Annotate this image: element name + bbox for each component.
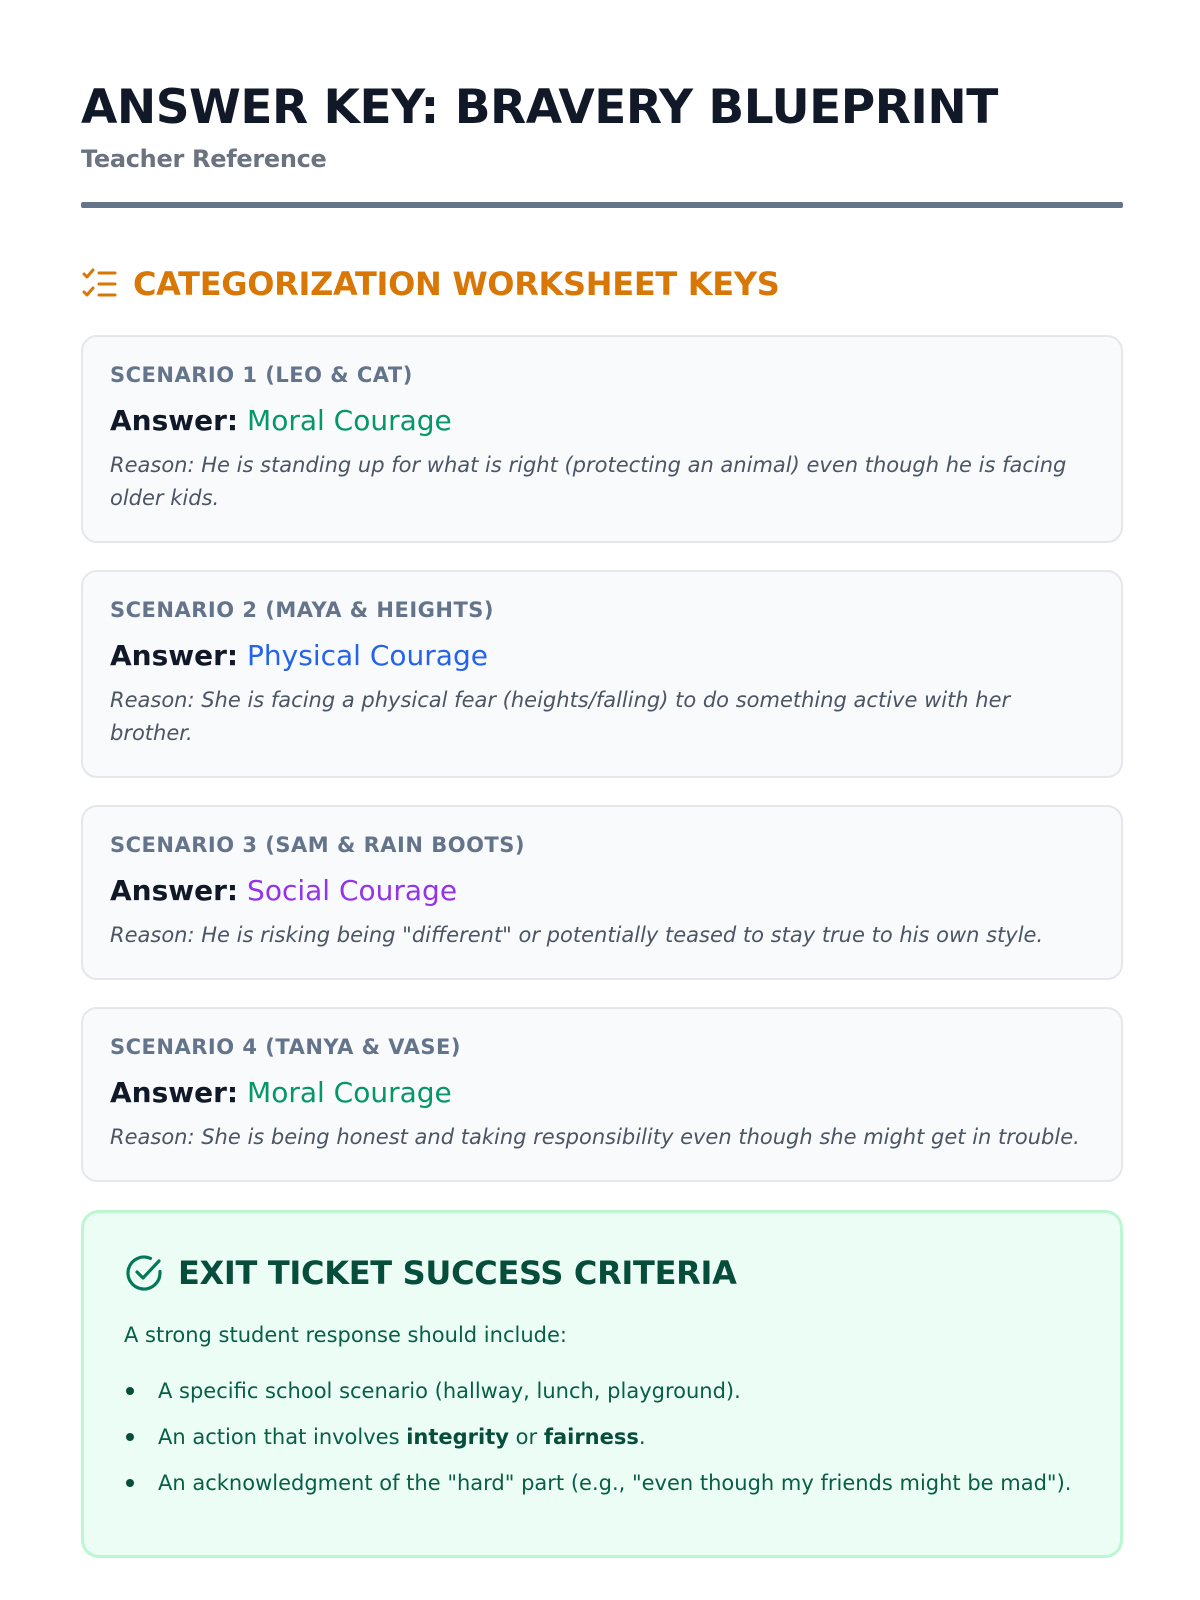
criteria-list bbox=[124, 1377, 1080, 1497]
header-divider bbox=[81, 202, 1123, 208]
scenario-label: SCENARIO 3 (SAM & RAIN BOOTS) bbox=[110, 833, 525, 858]
scenario-card bbox=[81, 805, 1123, 980]
scenario-label: SCENARIO 4 (TANYA & VASE) bbox=[110, 1035, 461, 1060]
scenario-reason: Reason: He is standing up for what is right (protecting an animal) even though he is facing older kids. bbox=[110, 452, 1067, 510]
categorization-section-heading bbox=[81, 265, 1120, 303]
criteria-bold-fairness: fairness bbox=[543, 1425, 639, 1450]
scenario-answer bbox=[110, 875, 1094, 907]
page-title: ANSWER KEY: BRAVERY BLUEPRINT bbox=[81, 80, 998, 135]
scenario-answer bbox=[110, 405, 1094, 437]
list-item bbox=[124, 1423, 1080, 1451]
scenario-reason: Reason: She is being honest and taking responsibility even though she might get in trouble. bbox=[110, 1125, 1080, 1150]
scenario-reason: Reason: He is risking being "different" or potentially teased to stay true to his own style. bbox=[110, 923, 1044, 948]
scenario-cards bbox=[81, 335, 1123, 1183]
answer-prefix: Answer: bbox=[110, 1076, 239, 1110]
list-item bbox=[124, 1469, 1080, 1497]
bullet-dot bbox=[126, 1479, 134, 1487]
scenario-card bbox=[81, 570, 1123, 778]
checklist-icon bbox=[81, 267, 119, 301]
criteria-text-post: . bbox=[638, 1425, 646, 1450]
page-subtitle: Teacher Reference bbox=[81, 144, 327, 173]
scenario-reason: Reason: She is facing a physical fear (heights/falling) to do something active with her brother. bbox=[110, 688, 1011, 746]
scenario-answer bbox=[110, 640, 1094, 672]
scenario-label: SCENARIO 1 (LEO & CAT) bbox=[110, 362, 413, 387]
answer-value: Physical Courage bbox=[247, 638, 488, 672]
categorization-heading: CATEGORIZATION WORKSHEET KEYS bbox=[133, 264, 780, 303]
criteria-bold-integrity: integrity bbox=[406, 1425, 509, 1450]
criteria-text: An acknowledgment of the "hard" part (e.g., "even though my friends might be mad"). bbox=[158, 1471, 1072, 1496]
criteria-text-pre: An action that involves bbox=[158, 1425, 407, 1450]
scenario-card bbox=[81, 1007, 1123, 1182]
answer-prefix: Answer: bbox=[110, 638, 239, 672]
check-circle-icon bbox=[124, 1253, 164, 1293]
scenario-label: SCENARIO 2 (MAYA & HEIGHTS) bbox=[110, 597, 494, 622]
bullet-dot bbox=[126, 1433, 134, 1441]
exit-ticket-intro: A strong student response should include: bbox=[124, 1323, 567, 1348]
criteria-text: A specific school scenario (hallway, lunch, playground). bbox=[158, 1379, 741, 1404]
scenario-card bbox=[81, 335, 1123, 543]
answer-value: Moral Courage bbox=[247, 403, 452, 437]
scenario-answer bbox=[110, 1077, 1094, 1109]
list-item bbox=[124, 1377, 1080, 1405]
exit-ticket-box bbox=[81, 1210, 1123, 1558]
answer-value: Social Courage bbox=[247, 874, 458, 908]
criteria-text-mid: or bbox=[508, 1425, 544, 1450]
answer-value: Moral Courage bbox=[247, 1076, 452, 1110]
answer-prefix: Answer: bbox=[110, 403, 239, 437]
exit-ticket-heading-row bbox=[124, 1253, 1080, 1293]
exit-ticket-heading: EXIT TICKET SUCCESS CRITERIA bbox=[178, 1254, 737, 1293]
bullet-dot bbox=[126, 1387, 134, 1395]
answer-prefix: Answer: bbox=[110, 874, 239, 908]
